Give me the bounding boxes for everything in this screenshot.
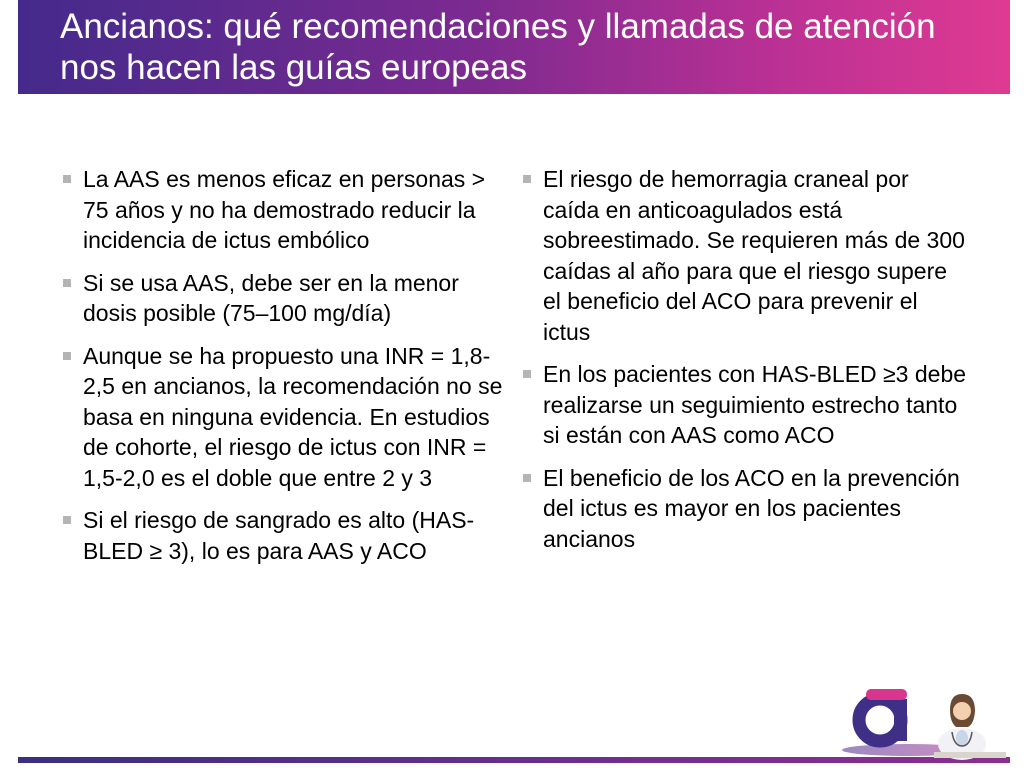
square-bullet-icon <box>63 516 71 524</box>
square-bullet-icon <box>523 175 531 183</box>
logo-letter-stem <box>894 699 907 741</box>
left-bullet-list <box>60 164 510 578</box>
logo-letter-cap <box>866 689 907 700</box>
bullet-item <box>60 268 510 329</box>
bullet-text: La AAS es menos eficaz en personas > 75 años y no ha demostrado reducir la incidencia de ictus embólico <box>83 166 486 253</box>
square-bullet-icon <box>63 352 71 360</box>
brand-logo-icon <box>838 680 1014 760</box>
bullet-text: Si se usa AAS, debe ser en la menor dosis posible (75–100 mg/día) <box>83 269 459 326</box>
bullet-text: Si el riesgo de sangrado es alto (HAS-BLED ≥ 3), lo es para AAS y ACO <box>83 507 475 564</box>
bullet-text: El riesgo de hemorragia craneal por caída en anticoagulados está sobreestimado. Se requieren más de 300 caídas al año para que el riesgo supere el beneficio del ACO para prevenir el ictus <box>543 166 965 345</box>
bullet-item <box>520 359 970 451</box>
right-bullet-list <box>520 164 970 566</box>
doctor-shirt <box>956 730 968 746</box>
bullet-item <box>60 505 510 566</box>
bullet-item <box>520 463 970 555</box>
desk <box>934 752 1006 758</box>
bullet-item <box>60 164 510 256</box>
slide-title: Ancianos: qué recomendaciones y llamadas de atención nos hacen las guías europeas <box>60 7 936 87</box>
square-bullet-icon <box>63 279 71 287</box>
bullet-text: En los pacientes con HAS-BLED ≥3 debe realizarse un seguimiento estrecho tanto si están con AAS como ACO <box>543 361 967 448</box>
square-bullet-icon <box>63 175 71 183</box>
bullet-item <box>520 164 970 347</box>
doctor-face-front <box>953 702 971 720</box>
bullet-text: Aunque se ha propuesto una INR = 1,8-2,5 en ancianos, la recomendación no se basa en ninguna evidencia. En estudios de cohorte, el riesgo de ictus con INR = 1,5-2,0 es el doble que entre 2 y 3 <box>83 342 503 491</box>
square-bullet-icon <box>523 370 531 378</box>
bullet-item <box>60 341 510 494</box>
square-bullet-icon <box>523 474 531 482</box>
bullet-text: El beneficio de los ACO en la prevención del ictus es mayor en los pacientes ancianos <box>543 464 960 552</box>
